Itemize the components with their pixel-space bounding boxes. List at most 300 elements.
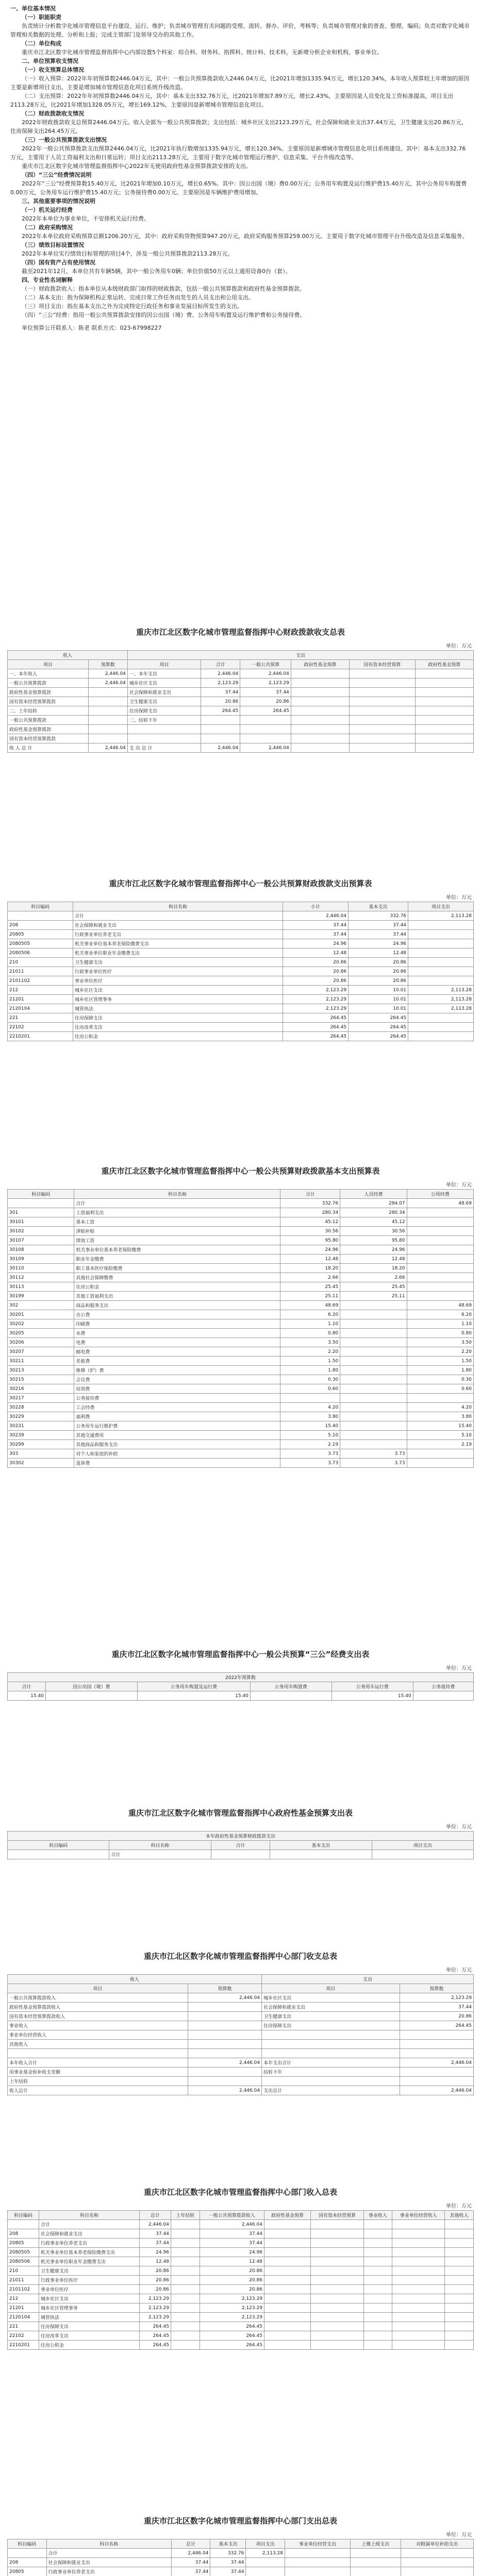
table-cell: 264.45 [140,2331,171,2341]
table-cell: 2,123.29 [140,2294,171,2303]
table-row [8,2067,474,2077]
table-cell: 2,446.04 [140,2220,171,2229]
table-cell [8,2220,39,2229]
table-cell: 2,446.04 [200,2220,264,2229]
column-header: 项目 [8,660,89,669]
table-cell: 城乡社区支出 [262,1993,400,2003]
table-row [8,1255,474,1264]
table-row [8,1449,474,1459]
table-cell: 2,113.28 [246,2549,285,2558]
table-cell [392,2266,445,2276]
paragraph: 2022年本单位政府采购预算总额1206.20万元，其中：政府采购货物预算947.20万元，政府采购服务预算259.00万元。主要用于数字化城市管理平台升级改造及信息采集服务。 [22,233,468,240]
paragraph: （四）“三公”经费：指用一般公共预算拨款安排的因公出国（境）费、公务用车购置及运行维护费和公务接待费。 [22,312,306,318]
table-cell: 12.48 [280,1255,340,1264]
table-cell [340,1440,407,1449]
paragraph: （二）支出预算：2022年年初预算数2446.04万元，其中：基本支出332.76万元，比2021年增加7.89万元，增长2.43%，主要原因是人员变化及工资标准提高，项目支出2113.28万元，比2021年增加1328.05万元，增长169.12%，主要原因是新增城市管理信息化项目。 [10,93,454,108]
table-cell [400,2030,473,2040]
table-cell: 37.44 [349,930,408,939]
table-cell [392,2248,445,2257]
column-header: 科目名称 [74,1190,280,1199]
table-cell [340,1431,407,1440]
column-header: 因公出国（境）费 [45,1682,137,1691]
table-cell: 2,446.04 [240,669,291,679]
table-cell: 2,446.04 [88,669,127,679]
table-cell [363,2313,392,2322]
table-cell: 21011 [8,967,73,976]
column-header: 合计 [280,1190,340,1199]
table-row [8,743,474,753]
paragraph: 2022年本单位为事业单位，不安排机关运行经费。 [22,215,150,222]
table-cell: 住房改革支出 [39,2331,139,2341]
table-cell: 退休费 [74,1459,280,1468]
table-cell [127,725,201,734]
table-cell: 2101102 [8,976,73,986]
table-cell [127,734,201,743]
table-cell: 20805 [8,2567,47,2576]
paragraph: 2022年“三公”经费预算数15.40万元，比2021年增加0.10万元，增长0.65%。其中：因公出国（境）费0.00万元；公务用车购置及运行维护费15.40万元，其中公务用车购置费0.00万元，公务用车运行维护费15.40万元；公务接待费0.00万元。主要原因是车辆维护费用增加。 [10,180,467,196]
table-cell: 2,113.28 [408,1004,474,1013]
table-row [8,1199,474,1208]
table-cell [445,2313,474,2322]
table-cell: 一般公共预算拨款收入 [8,1993,188,2003]
table-row [8,697,474,706]
table-cell [171,2303,200,2313]
table-cell [264,2257,311,2266]
table-cell [311,2341,363,2350]
table-cell: 30109 [8,1255,74,1264]
table-cell: 机关事业单位职业年金缴费支出 [39,2257,139,2266]
table-cell [445,2266,474,2276]
table-cell [392,2331,445,2341]
table-cell [246,2558,285,2567]
table-cell: 15.40 [331,1691,413,1701]
table-4-title: 重庆市江北区数字化城市管理监督指挥中心一般公共预算“三公”经费支出表 [111,1650,370,1659]
table-cell [415,679,473,688]
table-cell: 住房保障支出 [127,706,201,716]
table-cell [392,2322,445,2331]
table-cell: 社会保障和就业支出 [46,2558,171,2567]
table-cell: 37.44 [200,2239,264,2248]
header-cell: 收入 [8,1975,262,1984]
table-cell [201,716,240,725]
table-row [8,2239,474,2248]
column-header: 基本支出 [349,902,408,911]
table-1 [7,650,474,753]
table-cell [340,1301,407,1310]
table-cell [401,2549,473,2558]
table-cell: 收 入 总 计 [8,743,89,753]
header-row [8,2211,474,2220]
column-header: 一般公共预算拨款收入 [200,2211,264,2220]
table-cell: 18.20 [340,1264,407,1273]
table-cell: 住房公积金 [39,2341,139,2350]
table-cell: 卫生健康支出 [39,2266,139,2276]
table-cell: 2,123.29 [400,1993,473,2003]
column-header: 科目编码 [8,2211,39,2220]
table-cell: 住房公积金 [73,1032,283,1041]
table-cell: 24.96 [349,939,408,948]
table-cell: 2,123.29 [140,2313,171,2322]
table-row [8,2012,474,2021]
table-cell: 37.44 [283,921,349,930]
table-cell: 10.01 [349,995,408,1004]
table-cell: 2.20 [280,1347,340,1357]
table-2-unit: 单位：万元 [446,895,472,901]
table-cell: 280.34 [280,1208,340,1217]
table-row [8,2003,474,2012]
table-cell [407,1273,473,1282]
table-cell: 264.45 [240,706,291,716]
table-cell: 职工基本医疗保险缴费 [74,1264,280,1273]
table-cell [262,2049,400,2058]
table-row [8,1004,474,1013]
column-header: 科目编码 [8,2539,47,2549]
table-row [8,679,474,688]
table-5-section [7,1807,474,1941]
header-cell: 支出 [127,651,473,660]
table-cell: 培训费 [74,1384,280,1394]
table-cell [311,2303,363,2313]
table-cell: 住房保障支出 [39,2322,139,2331]
table-row [8,2341,474,2350]
table-cell: 301 [8,1208,74,1217]
table-cell: 303 [8,1449,74,1459]
table-row [8,2294,474,2303]
header-row [8,1841,474,1850]
table-cell: 0.60 [407,1384,473,1394]
table-cell: 264.45 [283,1023,349,1032]
table-cell: 37.44 [400,2003,473,2012]
table-cell: 20.86 [283,958,349,967]
table-cell: 6.20 [407,1310,473,1319]
table-cell [340,1384,407,1394]
table-cell [171,2285,200,2294]
table-cell [171,2257,200,2266]
table-cell [171,2331,200,2341]
table-cell: 20.86 [200,2266,264,2276]
table-cell [445,2248,474,2257]
table-cell [340,1394,407,1403]
table-cell [188,2012,261,2021]
column-header: 政府性基金预算 [415,660,473,669]
table-cell: 其他社会保障缴费 [74,1273,280,1282]
table-cell [340,1412,407,1421]
table-cell: 合计 [46,2549,171,2558]
table-4-unit: 单位：万元 [446,1666,472,1671]
table-cell: 津贴补贴 [74,1227,280,1236]
table-2-title: 重庆市江北区数字化城市管理监督指挥中心一般公共预算财政拨款支出预算表 [109,879,372,888]
table-cell: 合计 [39,2220,139,2229]
table-cell [408,948,474,958]
table-cell: 22102 [8,2331,39,2341]
table-cell [407,1208,473,1217]
column-header: 公用经费 [407,1190,473,1199]
table-cell: 20.86 [349,976,408,986]
heading-3-1: （一）机关运行经费 [22,207,73,213]
table-cell: 37.44 [210,2558,246,2567]
table-cell [350,688,416,697]
table-cell [264,2294,311,2303]
table-cell: 2.66 [280,1273,340,1282]
table-cell [311,2294,363,2303]
table-cell: 其他商品和服务支出 [74,1440,280,1449]
table-cell [88,688,127,697]
table-cell [291,743,349,753]
table-cell [363,2294,392,2303]
table-1-unit: 单位：万元 [446,643,472,649]
table-cell: 25.11 [280,1292,340,1301]
table-cell [408,967,474,976]
table-row [8,2049,474,2058]
table-cell: 18.20 [280,1264,340,1273]
heading-3-2: （二）政府采购情况 [22,224,73,231]
table-cell: 30199 [8,1292,74,1301]
table-cell: 45.12 [280,1217,340,1227]
table-cell [407,1459,473,1468]
table-cell: 2,123.29 [283,1004,349,1013]
table-cell: 支出总计 [262,2086,400,2095]
table-cell [445,2303,474,2313]
table-cell: 30107 [8,1236,74,1245]
table-cell: 本年支出合计 [262,2058,400,2067]
heading-3-4: （四）国有资产占有使用情况 [22,259,95,266]
table-cell [264,2266,311,2276]
table-cell: 264.45 [400,2021,473,2030]
table-row [8,2313,474,2322]
table-cell: 24.96 [140,2248,171,2257]
table-cell: 2,113.28 [408,995,474,1004]
table-row [8,2558,474,2567]
table-row [8,1227,474,1236]
table-cell: 20.86 [140,2276,171,2285]
table-row [8,1993,474,2003]
table-cell: 20.86 [201,697,240,706]
column-header: 政府性基金预算 [291,660,349,669]
table-cell: 208 [8,921,73,930]
table-cell [340,1319,407,1329]
table-cell [407,1264,473,1273]
table-row [8,1208,474,1217]
table-cell: 住房改革支出 [73,1023,283,1032]
header-row [8,660,474,669]
table-cell [445,2331,474,2341]
table-cell: 行政事业单位养老支出 [39,2239,139,2248]
table-row [8,1282,474,1292]
table-cell: 3.73 [340,1449,407,1459]
table-cell: 行政事业单位医疗 [73,967,283,976]
table-cell: 2,123.29 [200,2294,264,2303]
table-6-body [8,1993,474,2095]
table-cell [392,2313,445,2322]
table-cell: 卫生健康支出 [73,958,283,967]
table-row [8,1691,474,1701]
table-cell: 24.96 [340,1245,407,1255]
table-cell: 12.48 [283,948,349,958]
heading-2-2: （二）财政拨款收支情况 [22,110,84,117]
table-cell [407,1449,473,1459]
table-cell [407,1217,473,1227]
table-7-body [8,2220,474,2350]
table-cell: 30112 [8,1273,74,1282]
table-cell [340,1421,407,1431]
table-cell: 30239 [8,1431,74,1440]
table-cell: 2.20 [407,1347,473,1357]
table-cell [264,2229,311,2239]
table-cell [171,2229,200,2239]
table-cell: 公务接待费 [74,1394,280,1403]
table-cell: 264.45 [349,1023,408,1032]
table-cell [350,2549,401,2558]
table-cell [264,2220,311,2229]
table-cell [8,2049,188,2058]
table-cell: 30101 [8,1217,74,1227]
table-cell: 20.86 [140,2266,171,2276]
table-cell [201,734,240,743]
table-cell: 3.73 [280,1459,340,1468]
column-header: 事业单位经营支出 [285,2539,351,2549]
table-cell: 30228 [8,1403,74,1412]
table-cell: 一般公共预算拨款 [8,716,89,725]
column-header: 项目支出 [246,2539,285,2549]
table-cell [264,2331,311,2341]
table-cell: 商品和服务支出 [74,1301,280,1310]
table-cell: 一、本年收入 [8,669,89,679]
heading-1-2: （二）单位构成 [22,40,61,47]
heading-4: 四、专业性名词解释 [22,277,73,283]
table-cell: 维修（护）费 [74,1366,280,1375]
table-cell [363,2331,392,2341]
table-8-body [8,2549,474,2576]
table-cell [363,2220,392,2229]
table-cell [8,2549,47,2558]
table-cell [407,1245,473,1255]
table-cell: 30211 [8,1357,74,1366]
table-cell [407,1227,473,1236]
table-cell [291,716,349,725]
table-cell [246,2567,285,2576]
table-cell [445,2220,474,2229]
table-5-title: 重庆市江北区数字化城市管理监督指挥中心政府性基金预算支出表 [128,1808,353,1818]
table-cell: 212 [8,2294,39,2303]
heading-2-1: （一）收支预算总体情况 [22,66,84,73]
table-1-body [8,669,474,753]
table-cell: 30.56 [280,1227,340,1236]
table-cell: 1.10 [280,1319,340,1329]
table-cell: 城乡社区管理事务 [39,2303,139,2313]
table-cell: 264.45 [349,1013,408,1023]
table-row [8,2248,474,2257]
table-cell: 行政事业单位养老支出 [46,2567,171,2576]
table-row [8,2077,474,2086]
table-cell [363,2257,392,2266]
table-cell [240,725,291,734]
table-cell: 用事业基金弥补收支差额 [8,2067,188,2077]
table-3-body [8,1199,474,1468]
table-row [8,1421,474,1431]
column-header: 科目名称 [39,2211,139,2220]
column-header: 小计 [283,902,349,911]
table-cell: 住房保障支出 [73,1013,283,1023]
table-cell [311,2276,363,2285]
table-cell: 284.07 [340,1199,407,1208]
header-cell: 2022年预算数 [8,1673,474,1682]
table-cell [413,1691,473,1701]
table-cell [291,734,349,743]
column-header: 公务用车购置及运行费 [138,1682,251,1691]
table-cell [270,1850,372,1859]
heading-1: 一、单位基本情况 [10,5,56,12]
table-cell: 收入总计 [8,2086,188,2095]
table-cell: 2,446.04 [201,743,240,753]
table-cell [363,2341,392,2350]
table-cell: 社会保障和就业支出 [39,2229,139,2239]
table-cell: 2080505 [8,2248,39,2257]
table-cell [350,706,416,716]
table-cell: 2,123.29 [201,679,240,688]
table-cell [188,2021,261,2030]
column-header: 科目名称 [109,1841,211,1850]
table-cell: 基本工资 [74,1217,280,1227]
table-cell [408,1023,474,1032]
table-row [8,1013,474,1023]
table-cell [188,2030,261,2040]
table-cell: 30201 [8,1310,74,1319]
table-row [8,921,474,930]
heading-2-4: （四）“三公”经费情况说明 [22,172,92,178]
table-cell: 3.50 [280,1338,340,1347]
table-row [8,2021,474,2030]
table-row [8,1850,474,1859]
table-row [8,2030,474,2040]
header-row [8,1682,474,1691]
table-cell [372,1850,473,1859]
column-header: 其他收入 [445,2211,474,2220]
table-row [8,976,474,986]
table-3 [7,1189,474,1468]
table-cell: 21201 [8,995,73,1004]
table-cell [264,2239,311,2248]
table-cell: 事业单位经营收入 [8,2030,188,2040]
column-header: 项目 [127,660,201,669]
table-cell: 国有资本经营预算拨款 [8,697,89,706]
table-cell: 37.44 [349,921,408,930]
column-header: 基本支出 [210,2539,246,2549]
table-cell [88,716,127,725]
table-cell: 2,123.29 [200,2303,264,2313]
table-row [8,939,474,948]
column-header: 政府性基金预算 [264,2211,311,2220]
column-header: 项目 [8,1984,188,1993]
table-cell: 社会保障和就业支出 [127,688,201,697]
table-cell [311,2331,363,2341]
contact-line: 单位预算公开联系人：陈老 联系方式：023-67998227 [22,325,162,331]
table-cell: 住房公积金 [74,1282,280,1292]
table-cell: 5.10 [407,1431,473,1440]
table-cell [171,2341,200,2350]
paragraph: 重庆市江北区数字化城市管理监督指挥中心2022年无使用政府性基金预算拨款安排的支出。 [22,163,252,170]
table-cell: 2,446.04 [201,669,240,679]
table-cell [280,1394,340,1403]
table-cell: 2,113.28 [408,911,474,921]
table-cell: 2.19 [407,1440,473,1449]
column-header: 合计 [211,1841,270,1850]
table-cell [171,2239,200,2248]
table-cell [401,2567,473,2576]
column-header: 对附属单位补助支出 [401,2539,473,2549]
column-header: 总计 [171,2539,210,2549]
table-cell [188,2067,261,2077]
table-cell: 95.80 [280,1236,340,1245]
